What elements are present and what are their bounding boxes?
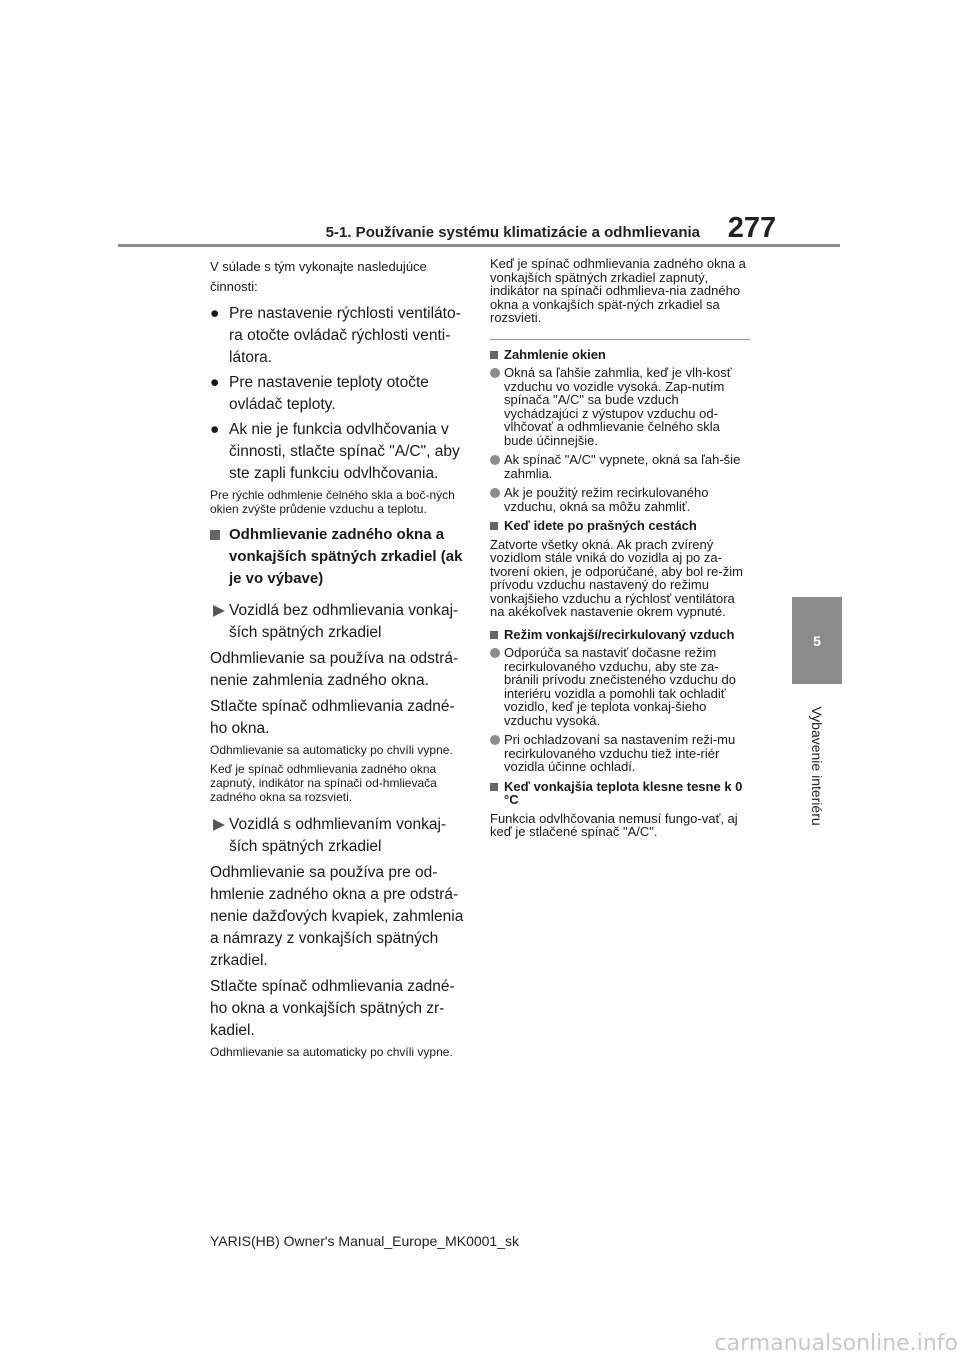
bullet-item: [490, 486, 750, 513]
bullet-dot-icon: [490, 488, 500, 498]
subheading-text: Zahmlenie okien: [504, 346, 606, 362]
bullet-text: Okná sa ľahšie zahmlia, keď je vlh-kosť vzduchu vo vozidle vysoká. Zap-nutím spínača "A/C" sa bude vzduch vychádzajúci z výstupov vzduchu od-vlhčovať a odhmlievanie čelného skla bude účinnejšie.: [504, 365, 732, 448]
bullet-item: [490, 453, 750, 480]
note-text: Odhmlievanie sa automaticky po chvíli vypne.: [210, 1045, 453, 1059]
subheading: [490, 628, 750, 642]
chapter-tab: [792, 597, 842, 684]
subheading: [490, 348, 750, 362]
bullet-text: Pre nastavenie rýchlosti ventiláto-ra otočte ovládač rýchlosti venti-látora.: [229, 305, 461, 366]
bullet-dot-icon: [490, 455, 500, 465]
chapter-number: 5: [813, 632, 821, 649]
subheading-text: Keď idete po prašných cestách: [504, 518, 697, 533]
square-marker-icon: [490, 631, 498, 639]
chapter-label: Vybavenie interiéru: [809, 706, 825, 826]
bullet-item: [210, 372, 466, 416]
body-text: Keď je spínač odhmlievania zadného okna a vonkajších spätných zrkadiel zapnutý, indikátor na spínači odhmlieva-nia zadného okna a vonkajších spät-ných zrkadiel sa rozsvieti.: [490, 256, 746, 325]
bullet-item: [490, 646, 750, 727]
bullet-item: [210, 303, 466, 369]
right-column: [490, 257, 750, 839]
section-heading: [210, 524, 466, 590]
subsection-heading: [210, 814, 466, 858]
bullet-item: [490, 366, 750, 447]
bullet-dot-icon: ●: [210, 374, 220, 391]
body-text: Odhmlievanie sa používa na odstrá-nenie zahmlenia zadného okna.: [210, 650, 459, 689]
bullet-text: Odporúča sa nastaviť dočasne režim recirkulovaného vzduchu, aby ste za-bránili prívodu znečisteného vzduchu do interiéru vozidla a pomohli tak ochladiť vozidlo, keď je teplota vonkaj-šieho vzduchu vysoká.: [504, 645, 736, 728]
body-text: Odhmlievanie sa používa pre od-hmlenie zadného okna a pre odstrá-nenie dažďových kvapiek, zahmlenia a námrazy z vonkajších spätných zrkadiel.: [210, 864, 464, 969]
note-text: Pre rýchle odhmlenie čelného skla a boč-ných okien zvýšte průdenie vzduchu a teplotu.: [210, 488, 455, 516]
intro-text: V súlade s tým vykonajte nasledujúce činnosti:: [210, 259, 427, 294]
section-divider: [490, 339, 750, 340]
note-text: Keď je spínač odhmlievania zadného okna zapnutý, indikátor na spínači od-hmlievača zadného okna sa rozsvieti.: [210, 762, 437, 804]
bullet-dot-icon: [490, 368, 500, 378]
bullet-item: [490, 733, 750, 774]
bullet-dot-icon: [490, 735, 500, 745]
bullet-text: Ak spínač "A/C" vypnete, okná sa ľah-šie zahmlia.: [504, 452, 741, 481]
triangle-marker-icon: ▶: [213, 816, 225, 833]
bullet-item: [210, 419, 466, 485]
subsection-title: Vozidlá s odhmlievaním vonkaj-ších spätných zrkadiel: [229, 816, 447, 855]
bullet-dot-icon: ●: [210, 421, 220, 438]
subheading: [490, 780, 750, 807]
bullet-dot-icon: [490, 648, 500, 658]
bullet-dot-icon: ●: [210, 305, 220, 322]
section-header-title: 5-1. Používanie systému klimatizácie a odhmlievania: [325, 224, 700, 241]
bullet-text: Pri ochladzovaní sa nastavením reži-mu recirkulovaného vzduchu tiež inte-riér vozidla účinne ochladí.: [504, 732, 736, 774]
body-text: Stlačte spínač odhmlievania zadné-ho okna.: [210, 698, 455, 737]
note-text: Odhmlievanie sa automaticky po chvíli vypne.: [210, 743, 453, 757]
bullet-text: Ak nie je funkcia odvlhčovania v činnosti, stlačte spínač "A/C", aby ste zapli funkciu odvlhčovania.: [229, 421, 460, 482]
body-text: Funkcia odvlhčovania nemusí fungo-vať, aj keď je stlačené spínač "A/C".: [490, 810, 738, 839]
body-text: Stlačte spínač odhmlievania zadné-ho okna a vonkajších spätných zr-kadiel.: [210, 978, 455, 1039]
body-text: Zatvorte všetky okná. Ak prach zvírený vozidlom stále vniká do vozidla aj po za-tvorení okien, je odporúčané, aby bol re-žim prívodu vzduchu nastavený do režimu vonkajšieho vzduchu a rýchlosť ventilátora na akékoľvek nastavenie okrem vypnuté.: [490, 536, 743, 619]
subsection-title: Vozidlá bez odhmlievania vonkaj-ších spätných zrkadiel: [229, 602, 459, 641]
square-marker-icon: [490, 522, 498, 530]
page-number: 277: [727, 212, 777, 244]
subsection-heading: [210, 600, 466, 644]
square-marker-icon: [490, 351, 498, 359]
section-heading-text: Odhmlievanie zadného okna a vonkajších spätných zrkadiel (ak je vo výbave): [229, 526, 463, 587]
watermark: carmanualsonline.info: [714, 1331, 958, 1356]
footer-text: YARIS(HB) Owner's Manual_Europe_MK0001_sk: [210, 1233, 519, 1249]
subheading-text: Keď vonkajšia teplota klesne tesne k 0 °C: [504, 778, 743, 807]
triangle-marker-icon: ▶: [213, 602, 225, 619]
bullet-text: Pre nastavenie teploty otočte ovládač teploty.: [229, 374, 429, 413]
square-marker-icon: [210, 530, 220, 540]
subheading: [490, 519, 750, 533]
subheading-text: Režim vonkajší/recirkulovaný vzduch: [504, 626, 735, 642]
bullet-text: Ak je použitý režim recirkulovaného vzduchu, okná sa môžu zahmliť.: [504, 485, 709, 514]
square-marker-icon: [490, 783, 498, 791]
left-column: [210, 257, 466, 1064]
header-divider: [118, 244, 840, 247]
